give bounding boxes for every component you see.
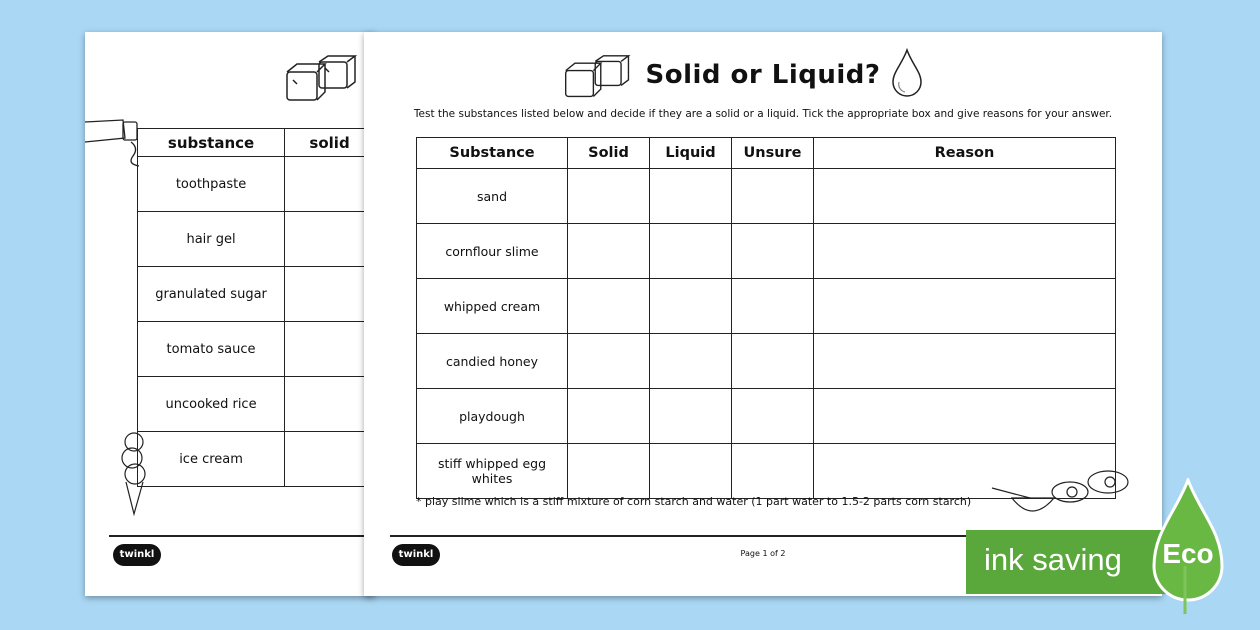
header-liquid: Liquid <box>650 138 732 169</box>
solid-checkbox-cell[interactable] <box>568 169 650 224</box>
instructions-text: Test the substances listed below and decide if they are a solid or a liquid. Tick the appropriate box and give reasons for your answer. <box>413 108 1113 120</box>
reason-cell[interactable] <box>814 334 1116 389</box>
reason-cell[interactable] <box>814 224 1116 279</box>
liquid-checkbox-cell[interactable] <box>650 334 732 389</box>
header-substance: Substance <box>417 138 568 169</box>
header-unsure: Unsure <box>732 138 814 169</box>
liquid-checkbox-cell[interactable] <box>650 279 732 334</box>
back-substance-cell: uncooked rice <box>138 377 285 432</box>
substance-cell: sand <box>417 169 568 224</box>
reason-cell[interactable] <box>814 389 1116 444</box>
solid-checkbox-cell[interactable] <box>568 224 650 279</box>
back-solid-cell[interactable] <box>285 212 375 267</box>
substance-cell: cornflour slime <box>417 224 568 279</box>
solid-checkbox-cell[interactable] <box>568 279 650 334</box>
twinkl-logo: twinkl <box>392 544 440 566</box>
ink-saving-banner <box>966 530 1176 594</box>
table-row <box>417 389 1116 444</box>
unsure-checkbox-cell[interactable] <box>732 389 814 444</box>
worksheet-page-back <box>85 32 375 596</box>
ice-cream-cone-icon <box>119 430 149 516</box>
unsure-checkbox-cell[interactable] <box>732 169 814 224</box>
back-solid-cell[interactable] <box>285 267 375 322</box>
substance-cell: playdough <box>417 389 568 444</box>
table-row <box>138 267 375 322</box>
back-substance-cell: tomato sauce <box>138 322 285 377</box>
substance-cell: stiff whipped egg whites <box>417 444 568 499</box>
page-title: Solid or Liquid? <box>645 60 881 90</box>
table-row <box>417 334 1116 389</box>
ice-cubes-icon <box>283 54 361 106</box>
table-row <box>138 322 375 377</box>
water-drop-icon <box>890 48 924 100</box>
table-row <box>417 169 1116 224</box>
table-row <box>138 157 375 212</box>
back-header-substance: substance <box>138 129 285 157</box>
solid-checkbox-cell[interactable] <box>568 444 650 499</box>
back-substance-cell: granulated sugar <box>138 267 285 322</box>
solid-checkbox-cell[interactable] <box>568 334 650 389</box>
table-row <box>138 432 375 487</box>
header-solid: Solid <box>568 138 650 169</box>
solid-checkbox-cell[interactable] <box>568 389 650 444</box>
page-number: Page 1 of 2 <box>740 549 786 558</box>
reason-cell[interactable] <box>814 169 1116 224</box>
liquid-checkbox-cell[interactable] <box>650 224 732 279</box>
liquid-checkbox-cell[interactable] <box>650 444 732 499</box>
back-substance-cell: toothpaste <box>138 157 285 212</box>
table-row <box>138 377 375 432</box>
worksheet-page-front <box>364 32 1162 596</box>
ink-saving-text: ink saving <box>984 542 1122 577</box>
header-reason: Reason <box>814 138 1116 169</box>
table-row <box>138 212 375 267</box>
twinkl-logo: twinkl <box>113 544 161 566</box>
table-row <box>417 224 1116 279</box>
unsure-checkbox-cell[interactable] <box>732 444 814 499</box>
unsure-checkbox-cell[interactable] <box>732 279 814 334</box>
unsure-checkbox-cell[interactable] <box>732 334 814 389</box>
back-substance-table <box>137 128 375 487</box>
back-substance-cell: hair gel <box>138 212 285 267</box>
reason-cell[interactable] <box>814 279 1116 334</box>
liquid-checkbox-cell[interactable] <box>650 389 732 444</box>
eggs-and-bowl-icon <box>990 468 1132 524</box>
footnote-text: * play slime which is a stiff mixture of corn starch and water (1 part water to 1.5-2 parts corn starch) <box>416 495 972 508</box>
substance-table <box>416 137 1116 499</box>
back-solid-cell[interactable] <box>285 157 375 212</box>
substance-cell: candied honey <box>417 334 568 389</box>
back-solid-cell[interactable] <box>285 322 375 377</box>
back-solid-cell[interactable] <box>285 377 375 432</box>
eco-label: Eco <box>1162 538 1214 569</box>
back-substance-cell: ice cream <box>138 432 285 487</box>
back-header-solid: solid <box>285 129 375 157</box>
table-row <box>417 279 1116 334</box>
unsure-checkbox-cell[interactable] <box>732 224 814 279</box>
liquid-checkbox-cell[interactable] <box>650 169 732 224</box>
substance-cell: whipped cream <box>417 279 568 334</box>
footer-divider <box>109 535 375 537</box>
back-solid-cell[interactable] <box>285 432 375 487</box>
